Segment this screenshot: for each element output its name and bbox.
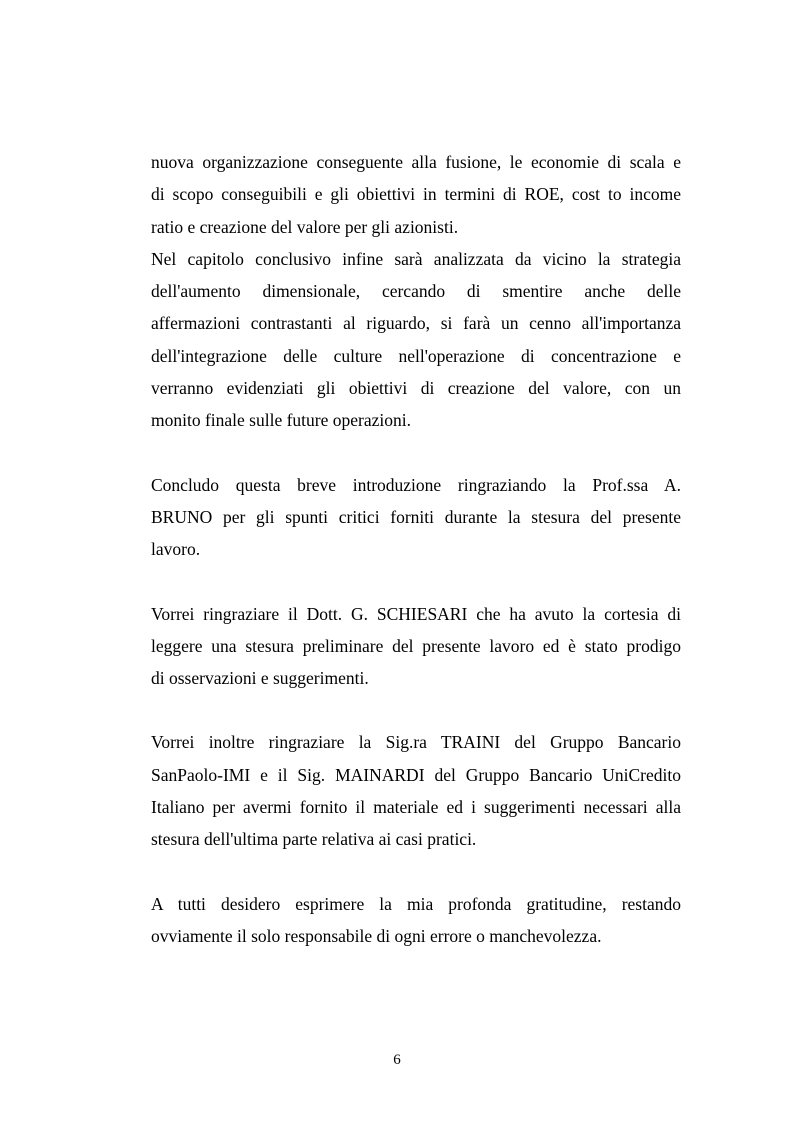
page-number: 6: [393, 1052, 401, 1068]
text-line: leggere una stesura preliminare del presente lavoro ed è stato prodigo: [151, 635, 681, 656]
text-line: verranno evidenziati gli obiettivi di creazione del valore, con un: [151, 378, 681, 399]
paragraph-gratitude: [151, 888, 681, 953]
text-line: affermazioni contrastanti al riguardo, si farà un cenno all'importanza: [151, 313, 681, 334]
text-line: di osservazioni e suggerimenti.: [151, 668, 369, 689]
text-line: SanPaolo-IMI e il Sig. MAINARDI del Gruppo Bancario UniCredito: [151, 764, 681, 785]
page-body: [151, 146, 681, 952]
text-line: ratio e creazione del valore per gli azionisti.: [151, 216, 459, 237]
text-line: stesura dell'ultima parte relativa ai casi pratici.: [151, 829, 477, 850]
paragraph-gap: [151, 694, 681, 726]
paragraph-thanks-schiesari: [151, 598, 681, 695]
text-line: Nel capitolo conclusivo infine sarà analizzata da vicino la strategia: [151, 248, 681, 269]
paragraph-thanks-traini-mainardi: [151, 726, 681, 855]
text-line: A tutti desidero esprimere la mia profonda gratitudine, restando: [151, 893, 681, 914]
text-line: dell'integrazione delle culture nell'operazione di concentrazione e: [151, 345, 681, 366]
text-line: Vorrei inoltre ringraziare la Sig.ra TRAINI del Gruppo Bancario: [151, 732, 681, 753]
paragraph-gap: [151, 437, 681, 469]
text-line: di scopo conseguibili e gli obiettivi in termini di ROE, cost to income: [151, 184, 681, 205]
text-line: ovviamente il solo responsabile di ogni errore o manchevolezza.: [151, 925, 602, 946]
paragraph-gap: [151, 566, 681, 598]
text-line: Vorrei ringraziare il Dott. G. SCHIESARI che ha avuto la cortesia di: [151, 603, 681, 624]
text-line: nuova organizzazione conseguente alla fusione, le economie di scala e: [151, 152, 681, 172]
text-line: lavoro.: [151, 539, 201, 560]
text-line: Concludo questa breve introduzione ringraziando la Prof.ssa A.: [151, 474, 681, 495]
text-line: BRUNO per gli spunti critici forniti durante la stesura del presente: [151, 506, 681, 527]
paragraph-thanks-bruno: [151, 469, 681, 566]
paragraph-merger-organization: [151, 146, 681, 243]
text-line: Italiano per avermi fornito il materiale ed i suggerimenti necessari alla: [151, 797, 681, 818]
paragraph-final-chapter: [151, 243, 681, 437]
paragraph-gap: [151, 856, 681, 888]
text-line: dell'aumento dimensionale, cercando di smentire anche delle: [151, 281, 681, 302]
text-line: monito finale sulle future operazioni.: [151, 410, 411, 431]
